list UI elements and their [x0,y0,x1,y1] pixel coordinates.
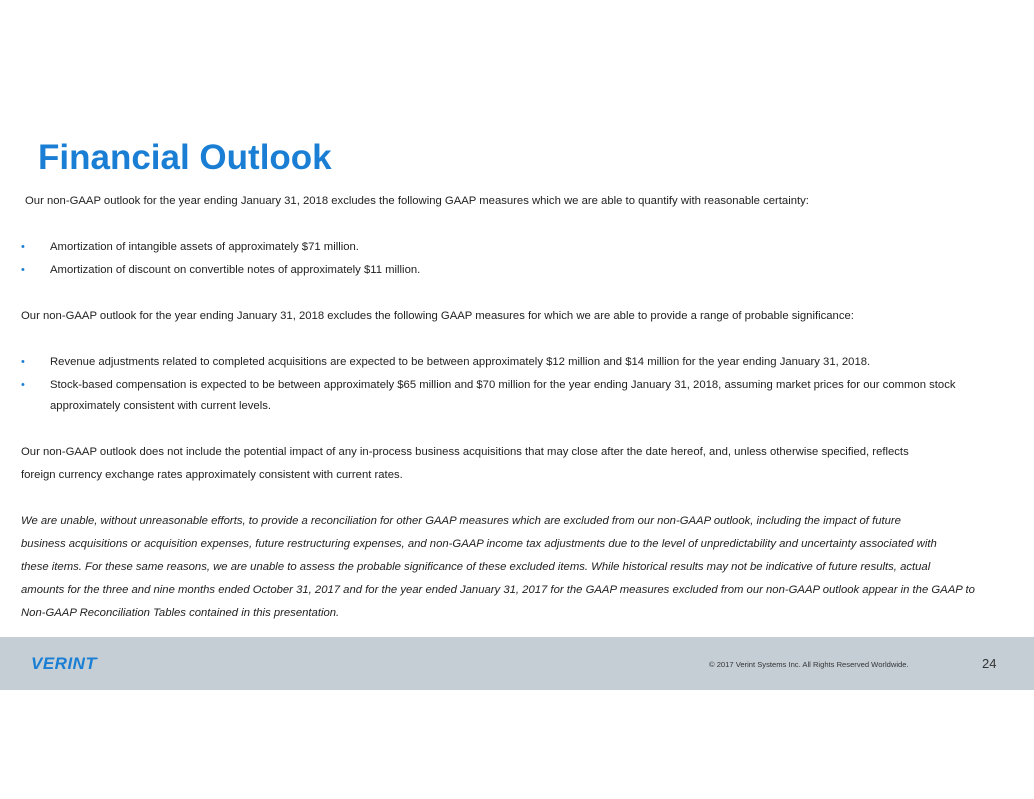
verint-logo [31,654,99,674]
bullet-marker: • [21,241,25,253]
paragraph-4-line: business acquisitions or acquisition expenses, future restructuring expenses, and non-GAAP income tax adjustments due to the level of unpredictability and uncertainty associated with [21,538,937,550]
bullet-item: Amortization of discount on convertible notes of approximately $11 million. [50,264,421,276]
footer-bar [0,637,1034,690]
logo-text: VERINT [31,654,97,673]
bullet-marker: • [21,379,25,391]
copyright-notice: © 2017 Verint Systems Inc. All Rights Reserved Worldwide. [709,660,909,669]
page-title: Financial Outlook [38,138,332,177]
paragraph-3-line: Our non-GAAP outlook does not include the potential impact of any in-process business acquisitions that may close after the date hereof, and, unless otherwise specified, reflects [21,446,909,458]
paragraph-3-line: foreign currency exchange rates approximately consistent with current rates. [21,469,403,481]
bullet-marker: • [21,356,25,368]
bullet-item: Amortization of intangible assets of approximately $71 million. [50,241,359,253]
paragraph-4-line: Non-GAAP Reconciliation Tables contained in this presentation. [21,607,340,619]
bullet-item: Stock-based compensation is expected to be between approximately $65 million and $70 million for the year ending January 31, 2018, assuming market prices for our common stock [50,379,956,391]
paragraph-4-line: We are unable, without unreasonable efforts, to provide a reconciliation for other GAAP measures which are excluded from our non-GAAP outlook, including the impact of future [21,515,901,527]
intro-paragraph-1: Our non-GAAP outlook for the year ending January 31, 2018 excludes the following GAAP measures which we are able to quantify with reasonable certainty: [25,195,809,207]
bullet-item-continuation: approximately consistent with current levels. [50,400,272,412]
logo-trademark: . [96,654,99,661]
bullet-marker: • [21,264,25,276]
bullet-item: Revenue adjustments related to completed acquisitions are expected to be between approximately $12 million and $14 million for the year ending January 31, 2018. [50,356,871,368]
paragraph-4-line: these items. For these same reasons, we are unable to assess the probable significance of these excluded items. While historical results may not be indicative of future results, actual [21,561,931,573]
paragraph-4-line: amounts for the three and nine months ended October 31, 2017 and for the year ended January 31, 2017 for the GAAP measures excluded from our non-GAAP outlook appear in the GAAP to [21,584,975,596]
page-number: 24 [982,656,997,671]
intro-paragraph-2: Our non-GAAP outlook for the year ending January 31, 2018 excludes the following GAAP measures for which we are able to provide a range of probable significance: [21,310,854,322]
